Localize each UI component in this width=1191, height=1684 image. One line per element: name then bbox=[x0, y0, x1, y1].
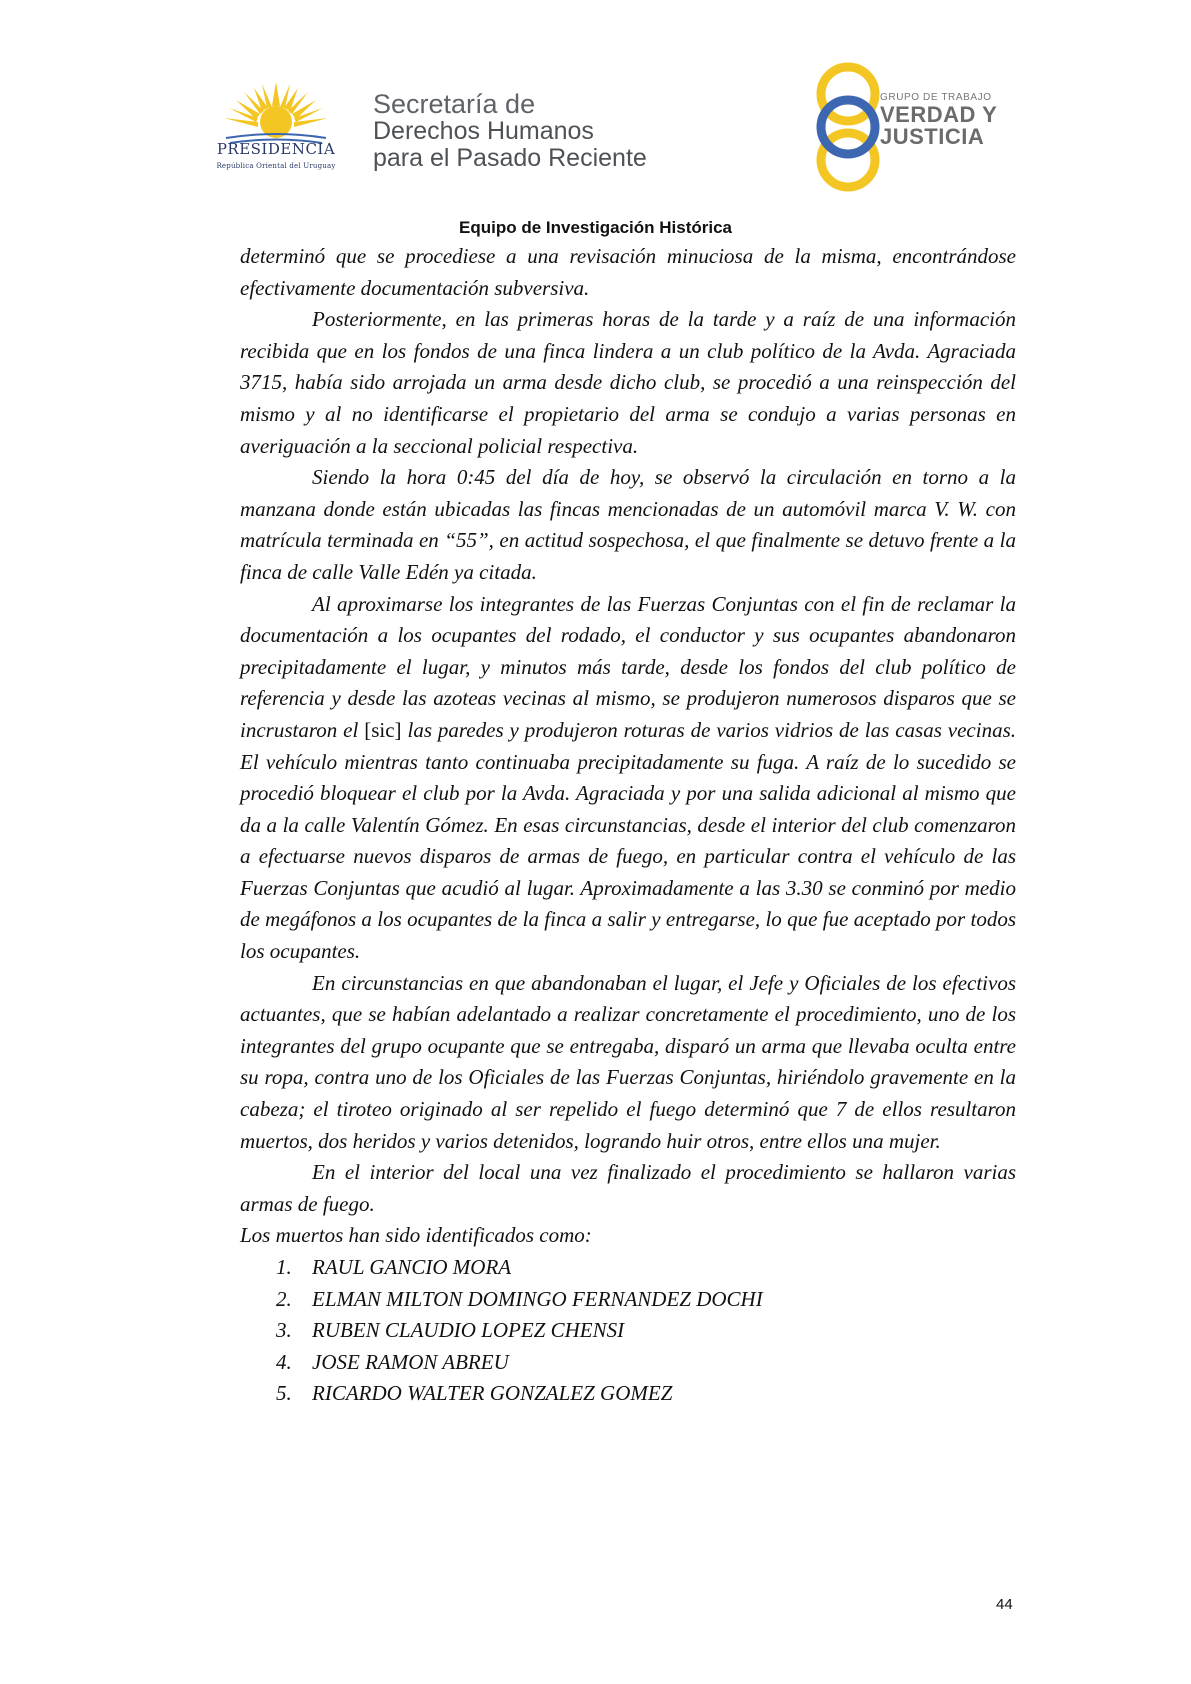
list-item bbox=[276, 1347, 1016, 1379]
list-name: RICARDO WALTER GONZALEZ GOMEZ bbox=[312, 1381, 673, 1406]
grupo-line-3: JUSTICIA bbox=[880, 124, 985, 149]
list-number: 5. bbox=[276, 1381, 292, 1406]
list-item bbox=[276, 1315, 1016, 1347]
document-body bbox=[240, 241, 1016, 1410]
list-number: 3. bbox=[276, 1318, 292, 1343]
paragraph-5: En circunstancias en que abandonaban el lugar, el Jefe y Oficiales de los efectivos actuantes, que se habían adelantado a realizar concretamente el procedimiento, uno de los integrantes del grupo ocupante que se entregaba, disparó un arma que llevaba oculta entre su ropa, contra uno de los Oficiales de las Fuerzas Conjuntas, hiriéndolo gravemente en la cabeza; el tiroteo originado al ser repelido el fuego determinó que 7 de ellos resultaron muertos, dos heridos y varios detenidos, logrando huir otros, entre ellos una mujer. bbox=[240, 970, 1016, 1153]
paragraph-1: determinó que se procediese a una revisación minuciosa de la misma, encontrándose efectivamente documentación subversiva. bbox=[240, 244, 1016, 300]
list-name: RAUL GANCIO MORA bbox=[312, 1255, 512, 1279]
section-title: Equipo de Investigación Histórica bbox=[459, 218, 732, 237]
presidencia-logo bbox=[196, 80, 356, 190]
paragraph-4-part-a: Al aproximarse los integrantes de las Fuerzas Conjuntas con el fin de reclamar la documentación a los ocupantes del rodado, el conductor y sus ocupantes abandonaron precipitadamente el lugar, y minutos más tarde, desde los fondos del club político de referencia y desde las azoteas vecinas al mismo, se produjeron numerosos disparos que se incrustaron el bbox=[240, 591, 1016, 742]
grupo-line-2: VERDAD Y bbox=[880, 102, 998, 127]
grupo-trabajo-text bbox=[880, 92, 997, 148]
grupo-line-1: GRUPO DE TRABAJO bbox=[880, 92, 992, 103]
list-name: JOSE RAMON ABREU bbox=[312, 1349, 509, 1374]
list-item bbox=[276, 1252, 1016, 1284]
paragraph-6: En el interior del local una vez finalizado el procedimiento se hallaron varias armas de fuego. bbox=[240, 1160, 1016, 1216]
presidencia-word: PRESIDENCIA bbox=[216, 140, 336, 158]
list-number: 4. bbox=[276, 1349, 292, 1374]
paragraph-2: Posteriormente, en las primeras horas de la tarde y a raíz de una información recibida que en los fondos de una finca lindera a un club político de la Avda. Agraciada 3715, había sido arrojada un arma desde dicho club, se procedió a una reinspección del mismo y al no identificarse el propietario del arma se condujo a varias personas en averiguación a la seccional policial respectiva. bbox=[240, 307, 1016, 458]
page-number: 44 bbox=[996, 1596, 1013, 1613]
secretaria-line-2: Derechos Humanos bbox=[373, 117, 594, 145]
list-number: 1. bbox=[276, 1255, 292, 1279]
list-name: RUBEN CLAUDIO LOPEZ CHENSI bbox=[312, 1318, 625, 1343]
paragraph-7: Los muertos han sido identificados como: bbox=[240, 1223, 592, 1248]
list-name: ELMAN MILTON DOMINGO FERNANDEZ DOCHI bbox=[312, 1286, 763, 1311]
secretaria-line-3: para el Pasado Reciente bbox=[373, 144, 647, 172]
paragraph-4-part-b: las paredes y produjeron roturas de varios vidrios de las casas vecinas. El vehículo mientras tanto continuaba precipitadamente su fuga. A raíz de lo sucedido se procedió bloquear el club por la Avda. Agraciada y por una salida adicional al mismo que da a la calle Valentín Gómez. En esas circunstancias, desde el interior del club comenzaron a efectuarse nuevos disparos de armas de fuego, en particular contra el vehículo de las Fuerzas Conjuntas que acudió al lugar. Aproximadamente a las 3.30 se conminó por medio de megáfonos a los ocupantes de la finca a salir y entregarse, lo que fue aceptado por todos los ocupantes. bbox=[240, 717, 1017, 964]
list-number: 2. bbox=[276, 1286, 292, 1311]
deceased-list bbox=[240, 1252, 1016, 1410]
paragraph-3: Siendo la hora 0:45 del día de hoy, se observó la circulación en torno a la manzana donde están ubicadas las fincas mencionadas de un automóvil marca V. W. con matrícula terminada en “55”, en actitud sospechosa, el que finalmente se detuvo frente a la finca de calle Valle Edén ya citada. bbox=[240, 465, 1016, 584]
list-item bbox=[276, 1378, 1016, 1410]
paragraph-4 bbox=[240, 589, 1016, 968]
presidencia-subtitle: República Oriental del Uruguay bbox=[216, 162, 336, 170]
secretaria-heading bbox=[373, 90, 703, 172]
secretaria-line-1: Secretaría de bbox=[373, 89, 536, 119]
list-item bbox=[276, 1284, 1016, 1316]
sic-note: [sic] bbox=[364, 717, 402, 742]
